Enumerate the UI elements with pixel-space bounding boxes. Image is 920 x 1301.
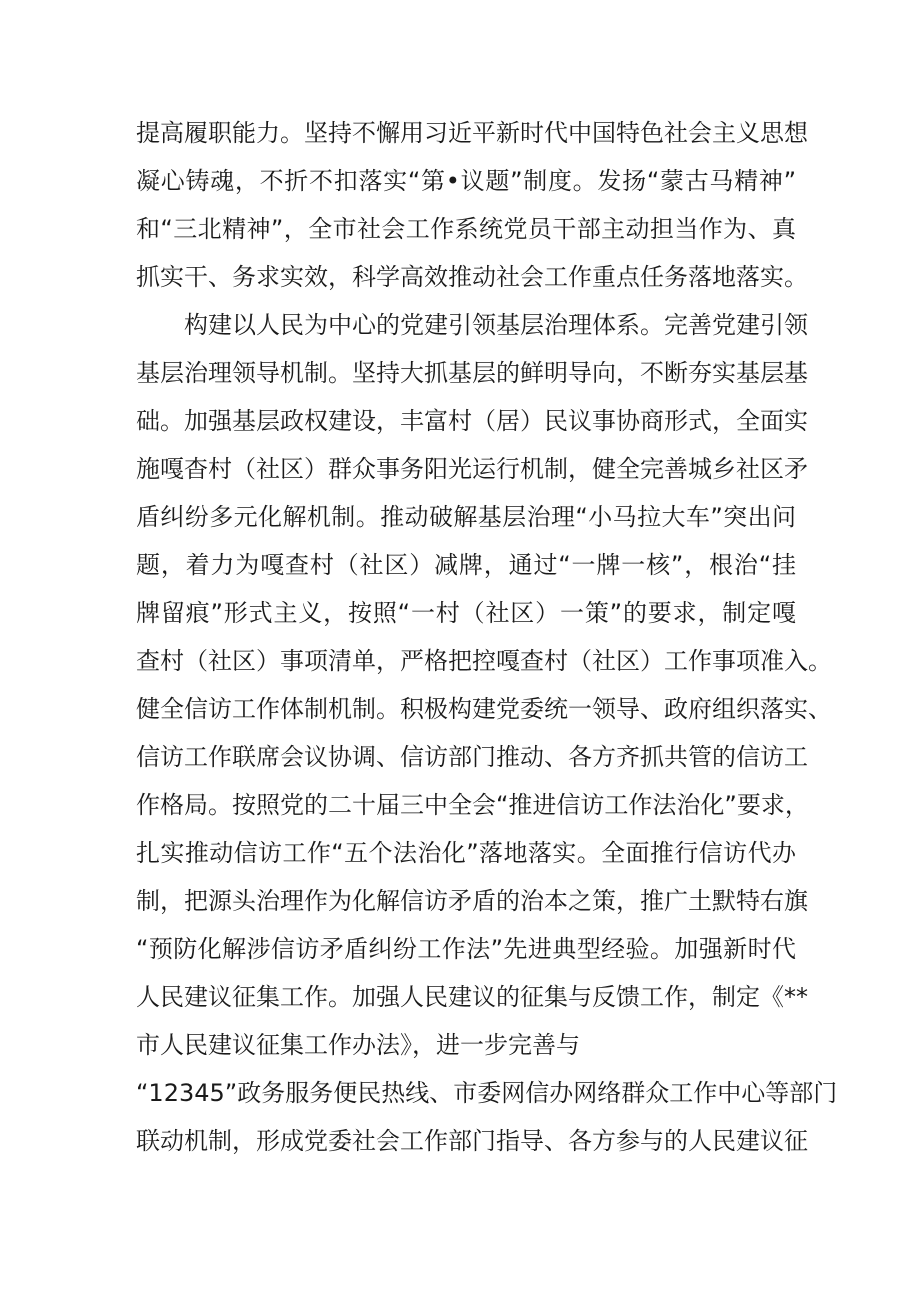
text-line-5: 构建以人民为中心的党建引领基层治理体系。完善党建引领 [184,311,808,339]
text-line-21: “12345”政务服务便民热线、市委网信办网络群众工作中心等部门 [136,1079,838,1107]
text-line-2: 凝心铸魂，不折不扣落实“第•议题”制度。发扬“蒙古马精神” [136,167,796,195]
text-line-18: “预防化解涉信访矛盾纠纷工作法”先进典型经验。加强新时代 [136,935,796,963]
text-line-3: 和“三北精神”，全市社会工作系统党员干部主动担当作为、真 [136,215,796,243]
text-line-19: 人民建议征集工作。加强人民建议的征集与反馈工作，制定《** [136,983,808,1011]
text-line-14: 信访工作联席会议协调、信访部门推动、各方齐抓共管的信访工 [136,743,808,771]
text-line-9: 盾纠纷多元化解机制。推动破解基层治理“小马拉大车”突出问 [136,503,796,531]
text-line-20: 市人民建议征集工作办法》，进一步完善与 [136,1031,580,1059]
text-line-17: 制，把源头治理作为化解信访矛盾的治本之策，推广土默特右旗 [136,887,808,915]
text-line-1: 提高履职能力。坚持不懈用习近平新时代中国特色社会主义思想 [136,119,808,147]
text-line-6: 基层治理领导机制。坚持大抓基层的鲜明导向，不断夯实基层基 [136,359,808,387]
text-line-4: 抓实干、务求实效，科学高效推动社会工作重点任务落地落实。 [136,263,808,291]
text-line-16: 扎实推动信访工作“五个法治化”落地落实。全面推行信访代办 [136,839,796,867]
text-line-11: 牌留痕”形式主义，按照“一村（社区）一策”的要求，制定嘎 [136,599,796,627]
text-line-8: 施嘎杳村（社区）群众事务阳光运行机制，健全完善城乡社区矛 [136,455,808,483]
text-line-12: 查村（社区）事项清单，严格把控嘎查村（社区）工作事项准入。 [136,647,832,675]
text-line-10: 题，着力为嘎查村（社区）减牌，通过“一牌一核”，根治“挂 [136,551,796,579]
text-line-22: 联动机制，形成党委社会工作部门指导、各方参与的人民建议征 [136,1127,808,1155]
text-line-7: 础。加强基层政权建设，丰富村（居）民议事协商形式，全面实 [136,407,808,435]
text-line-15: 作格局。按照党的二十届三中全会“推进信访工作法治化”要求， [136,791,809,819]
text-line-13: 健全信访工作体制机制。积极构建党委统一领导、政府组织落实、 [136,695,832,723]
